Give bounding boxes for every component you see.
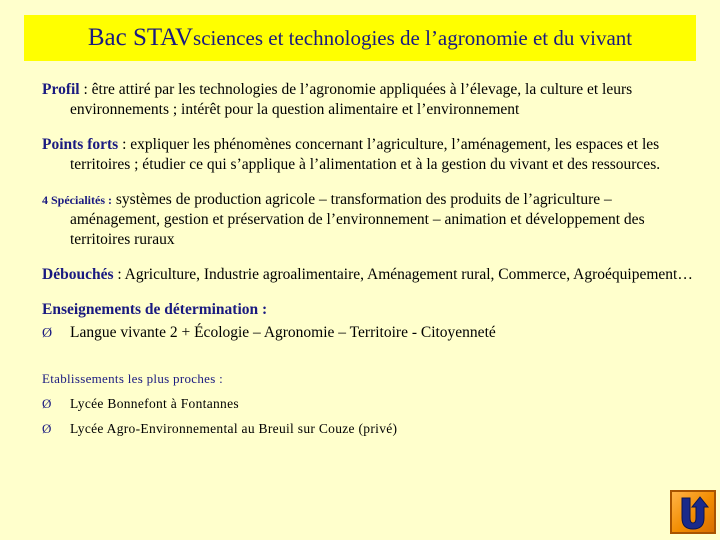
enseignement-item [42,323,694,344]
profil-paragraph [42,80,694,120]
etablissements-title: Etablissements les plus proches : [42,371,224,386]
page-title-main: Bac STAV [87,24,194,51]
debouches-paragraph [42,265,694,285]
etablissement-item [42,394,694,414]
return-arrow-icon [675,494,711,530]
debouches-label: Débouchés [42,266,114,283]
etablissement-item [42,419,694,439]
debouches-text: : Agriculture, Industrie agroalimentaire, Aménagement rural, Commerce, Agroéquipement… [113,266,693,283]
points-forts-paragraph [42,135,694,175]
specialites-label: 4 Spécialités : [42,193,112,207]
profil-label: Profil [42,81,80,98]
points-forts-text: : expliquer les phénomènes concernant l’agriculture, l’aménagement, les espaces et les territoires ; étudier ce qui s’applique à l’alimentation et à la gestion du vivant et des ressources. [70,136,661,173]
points-forts-label: Points forts [42,136,119,153]
specialites-text: systèmes de production agricole – transformation des produits de l’agriculture – aménagement, gestion et préservation de l’environnement – animation et développement des territoires ruraux [70,191,645,248]
specialites-paragraph [42,190,694,250]
return-button[interactable] [670,490,716,534]
etablissement-item-text: Lycée Agro-Environnemental au Breuil sur Couze (privé) [70,421,398,436]
arrow-bullet-icon: Ø [42,421,52,436]
page-title-rest: sciences et technologies de l’agronomie et du vivant [193,25,633,50]
content-area [42,80,694,439]
etablissement-item-text: Lycée Bonnefont à Fontannes [70,396,239,411]
arrow-bullet-icon: Ø [42,326,53,341]
profil-text: : être attiré par les technologies de l’agronomie appliquées à l’élevage, la culture et leurs environnements ; intérêt pour la question alimentaire et l’environnement [70,81,633,118]
enseignements-title: Enseignements de détermination : [42,301,268,318]
enseignement-item-text: Langue vivante 2 + Écologie – Agronomie – Territoire - Citoyenneté [70,324,496,341]
title-banner [24,15,696,61]
arrow-bullet-icon: Ø [42,396,52,411]
